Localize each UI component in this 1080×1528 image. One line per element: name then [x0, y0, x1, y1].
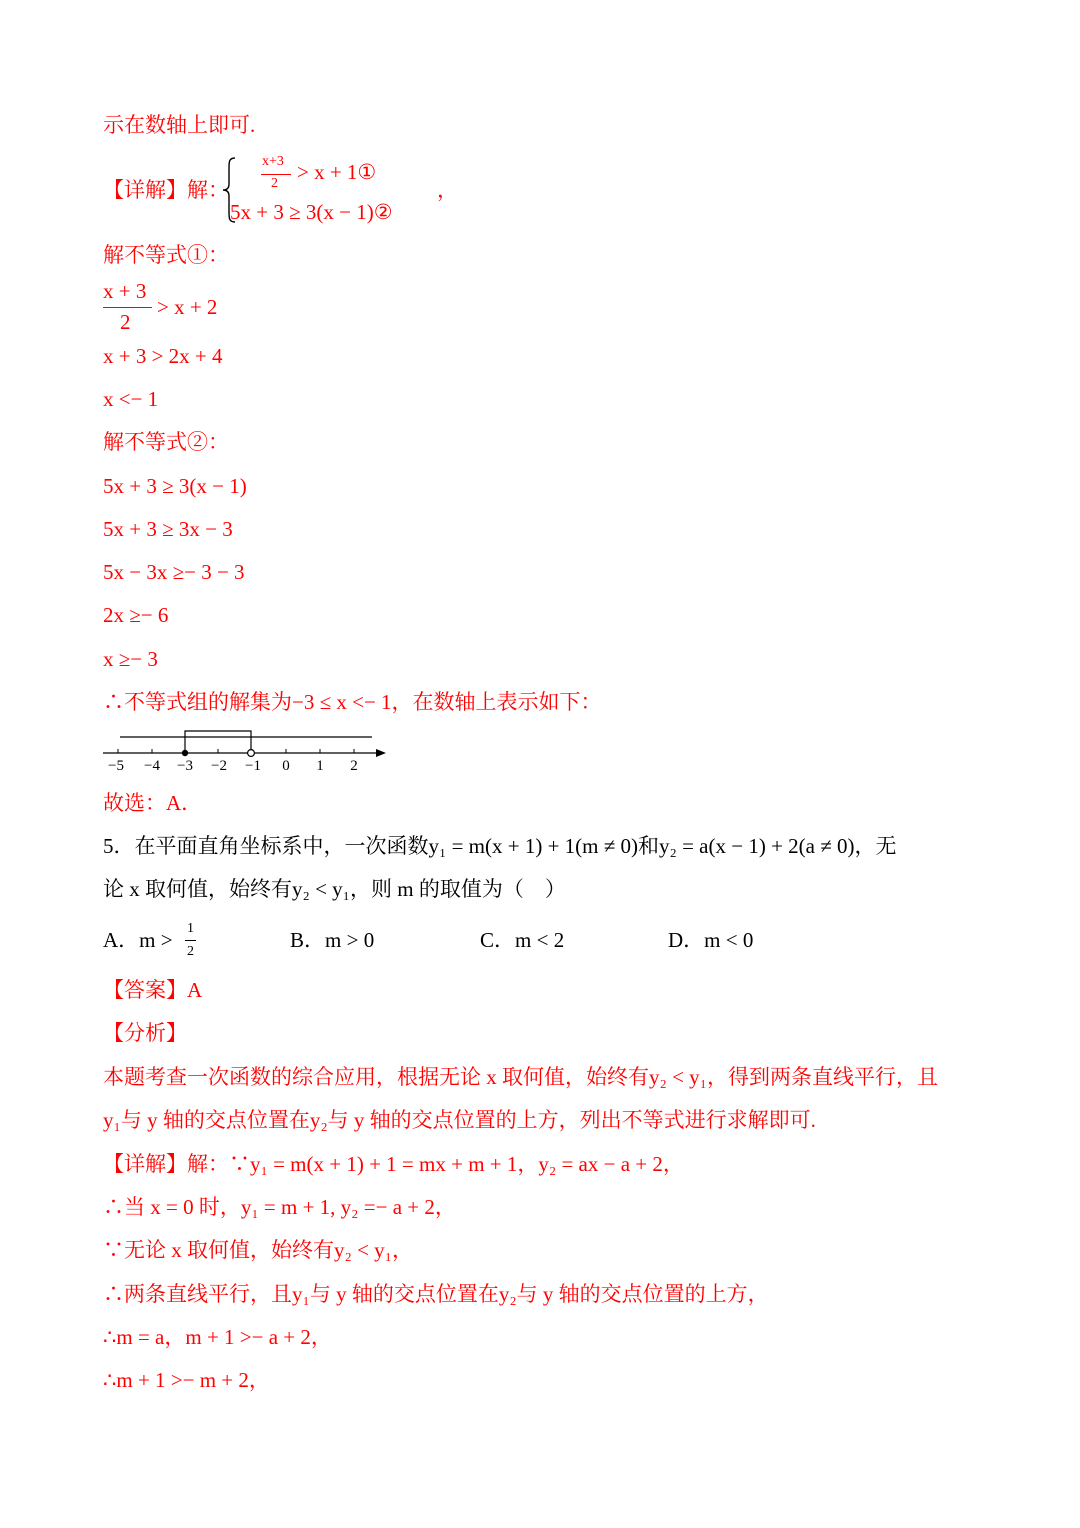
number-line-tick-label: −1	[245, 758, 261, 774]
option-label: D．	[668, 928, 705, 952]
system-prefix: 【详解】解：	[103, 178, 229, 202]
system-eq1-numerator: x+3	[262, 154, 284, 169]
solution-line: ∴两条直线平行，且y₁与 y 轴的交点位置在y₂与 y 轴的交点位置的上方，	[103, 1282, 769, 1306]
solve2-step: 2x ≥− 6	[103, 603, 169, 627]
solution-set-conclusion: ∴不等式组的解集为−3 ≤ x <− 1，在数轴上表示如下：	[103, 690, 602, 714]
option-label: C．	[480, 928, 516, 952]
question-5-stem: 论 x 取何值，始终有y₂ < y₁，则 m 的取值为（ ）	[103, 877, 566, 901]
number-line-tick-label: −3	[177, 758, 193, 774]
number-line-tick-label: 1	[316, 758, 324, 774]
open-point-marker	[248, 750, 255, 757]
number-line-figure	[100, 720, 400, 780]
option-a	[103, 927, 173, 953]
number-line-tick-label: −5	[108, 758, 124, 774]
solution-line: ∴m = a，m + 1 >− a + 2，	[103, 1325, 332, 1349]
number-line-tick-label: 0	[282, 758, 290, 774]
option-label: A．	[103, 928, 140, 952]
analysis-text: 本题考查一次函数的综合应用，根据无论 x 取何值，始终有y₂ < y₁，得到两条直线平行，且	[103, 1065, 938, 1089]
solve2-step: x ≥− 3	[103, 647, 158, 671]
solve1-step: x + 3 > 2x + 4	[103, 344, 223, 368]
option-expr: m < 2	[515, 928, 565, 952]
option-expr: m < 0	[704, 928, 754, 952]
solution-line: 【详解】解：∵y₁ = m(x + 1) + 1 = mx + m + 1，y₂ = ax − a + 2，	[103, 1152, 684, 1176]
option-d	[668, 927, 753, 953]
option-expr: m >	[139, 928, 173, 952]
choice-answer-4: 故选：A．	[103, 791, 203, 815]
solve1-denominator: 2	[120, 310, 131, 334]
number-line-tick-label: 2	[350, 758, 358, 774]
solution-line: ∵无论 x 取何值，始终有y₂ < y₁，	[103, 1238, 413, 1262]
number-line-svg	[100, 720, 400, 760]
solve1-heading: 解不等式①：	[103, 243, 229, 267]
option-label: B．	[290, 928, 326, 952]
intro-tail-text: 示在数轴上即可.	[103, 113, 256, 137]
question-5-stem: 5．在平面直角坐标系中，一次函数y₁ = m(x + 1) + 1(m ≠ 0)和y₂ = a(x − 1) + 2(a ≠ 0)，无	[103, 834, 897, 858]
option-a-fraction-bar	[185, 940, 196, 941]
solve2-step: 5x − 3x ≥− 3 − 3	[103, 560, 245, 584]
system-eq1-fraction-bar	[261, 174, 291, 175]
solution-line: ∴当 x = 0 时，y₁ = m + 1, y₂ =− a + 2，	[103, 1195, 456, 1219]
analysis-heading: 【分析】	[103, 1021, 187, 1045]
system-suffix: ，	[437, 178, 458, 202]
system-eq1-denominator: 2	[271, 176, 278, 191]
closed-point-marker	[182, 750, 188, 756]
system-eq1-rest: > x + 1①	[297, 160, 377, 184]
option-b	[290, 927, 374, 953]
analysis-text: y₁与 y 轴的交点位置在y₂与 y 轴的交点位置的上方，列出不等式进行求解即可.	[103, 1108, 816, 1132]
number-line-tick-label: −2	[211, 758, 227, 774]
system-eq2: 5x + 3 ≥ 3(x − 1)②	[230, 200, 393, 224]
solve2-step: 5x + 3 ≥ 3x − 3	[103, 517, 233, 541]
solution-line: ∴m + 1 >− m + 2，	[103, 1368, 270, 1392]
solve1-fraction-rest: > x + 2	[157, 295, 218, 319]
solve2-step: 5x + 3 ≥ 3(x − 1)	[103, 474, 247, 498]
number-line-tick-label: −4	[144, 758, 160, 774]
solve1-step: x <− 1	[103, 387, 159, 411]
option-c	[480, 927, 564, 953]
option-expr: m > 0	[325, 928, 375, 952]
number-line-arrow	[376, 749, 386, 757]
answer-line: 【答案】A	[103, 978, 203, 1002]
option-a-numerator: 1	[187, 921, 194, 936]
solve1-numerator: x + 3	[103, 279, 147, 303]
solve1-fraction-bar	[103, 307, 152, 308]
solve2-heading: 解不等式②：	[103, 430, 229, 454]
option-a-denominator: 2	[187, 944, 194, 959]
